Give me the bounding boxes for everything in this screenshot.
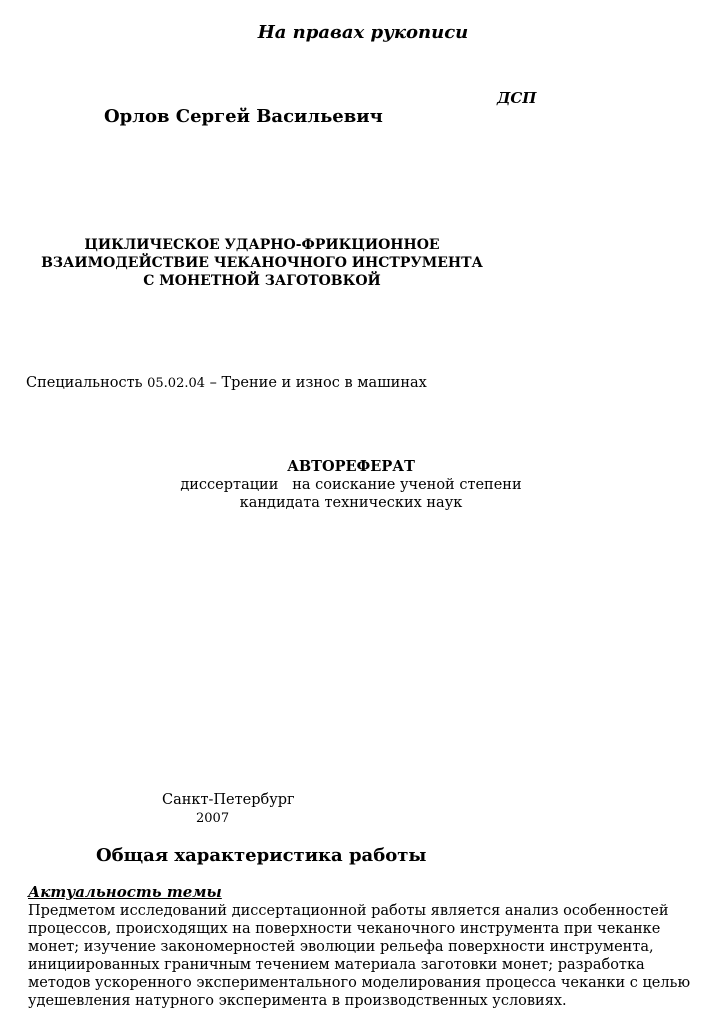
specialty-name: – Трение и износ в машинах xyxy=(205,375,427,391)
body-line: процессов, происходящих на поверхности чеканочного инструмента при чеканке xyxy=(28,921,661,937)
manuscript-note: На правах рукописи xyxy=(257,22,469,43)
title-line: С МОНЕТНОЙ ЗАГОТОВКОЙ xyxy=(143,273,381,289)
dissertation-title xyxy=(0,236,524,290)
city: Санкт-Петербург xyxy=(162,792,295,808)
specialty-code: 05.02.04 xyxy=(147,376,206,391)
classification-mark: ДСП xyxy=(497,89,537,107)
title-line: ВЗАИМОДЕЙСТВИЕ ЧЕКАНОЧНОГО ИНСТРУМЕНТА xyxy=(41,255,483,271)
abstract-line: диссертации на соискание ученой степени xyxy=(180,477,522,493)
year: 2007 xyxy=(196,811,230,826)
body-line: методов ускоренного экспериментального моделирования процесса чеканки с целью xyxy=(28,975,691,991)
body-line: Предметом исследований диссертационной работы является анализ особенностей xyxy=(28,903,669,919)
author-name: Орлов Сергей Васильевич xyxy=(104,106,383,127)
specialty-line xyxy=(26,375,427,391)
section-heading: Общая характеристика работы xyxy=(96,845,427,866)
specialty-label: Специальность xyxy=(26,375,148,391)
abstract-heading: АВТОРЕФЕРАТ xyxy=(287,458,415,475)
title-line: ЦИКЛИЧЕСКОЕ УДАРНО-ФРИКЦИОННОЕ xyxy=(84,237,440,253)
body-line: монет; изучение закономерностей эволюции рельефа поверхности инструмента, xyxy=(28,939,654,955)
body-line: удешевления натурного эксперимента в производственных условиях. xyxy=(28,993,567,1009)
body-line: инициированных граничным течением материала заготовки монет; разработка xyxy=(28,957,645,973)
abstract-block xyxy=(0,458,702,512)
body-paragraph xyxy=(28,902,718,1010)
section-subheading: Актуальность темы xyxy=(28,883,222,901)
abstract-line: кандидата технических наук xyxy=(239,495,463,511)
